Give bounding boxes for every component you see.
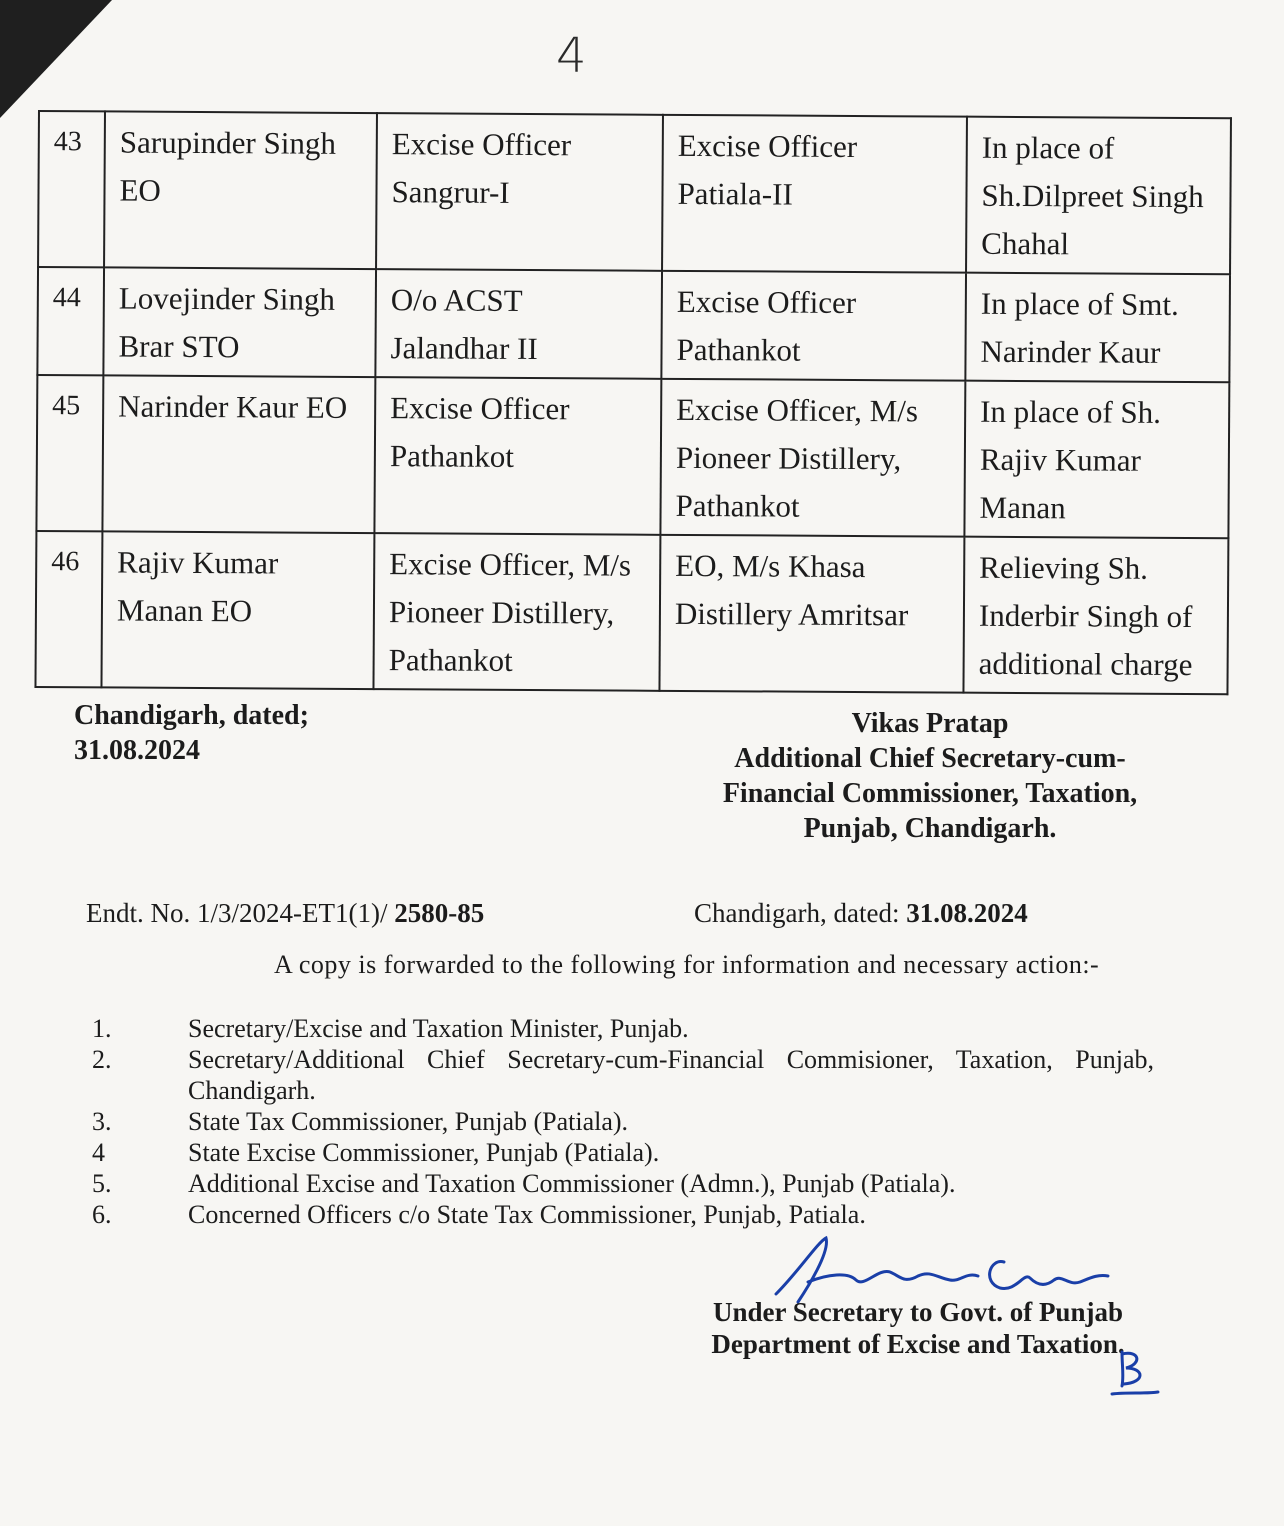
officer-name: Sarupinder Singh EO <box>104 111 377 269</box>
list-item <box>92 1168 1154 1199</box>
order-place-label: Chandigarh, dated; <box>74 700 309 731</box>
serial-number: 45 <box>36 375 103 531</box>
signatory-block <box>650 706 1210 846</box>
list-number: 4 <box>92 1138 105 1167</box>
endorser-title-line: Department of Excise and Taxation. <box>711 1329 1125 1359</box>
forwarding-note: A copy is forwarded to the following for information and necessary action:- <box>274 950 1100 979</box>
present-posting: O/o ACST Jalandhar II <box>375 269 662 379</box>
order-place-date <box>74 698 309 768</box>
list-item <box>92 1106 1154 1137</box>
present-posting: Excise Officer Sangrur-I <box>376 113 663 271</box>
endorsement-date <box>694 898 1028 929</box>
new-posting: Excise Officer Patiala-II <box>662 115 967 273</box>
endorsement-number <box>86 898 484 929</box>
table-row <box>35 531 1228 694</box>
present-posting: Excise Officer Pathankot <box>374 377 661 535</box>
serial-number: 43 <box>38 111 105 267</box>
list-number: 2. <box>92 1045 112 1074</box>
present-posting: Excise Officer, M/s Pioneer Distillery, Pathankot <box>373 533 660 691</box>
officer-name: Lovejinder Singh Brar STO <box>103 267 376 377</box>
table-row <box>37 267 1230 382</box>
list-item <box>92 1199 1154 1230</box>
list-text: Additional Excise and Taxation Commissioner (Admn.), Punjab (Patiala). <box>188 1169 956 1198</box>
remarks: In place of Smt. Narinder Kaur <box>965 273 1230 383</box>
new-posting: EO, M/s Khasa Distillery Amritsar <box>659 535 964 693</box>
list-text: Secretary/Additional Chief Secretary-cum-Financial Commisioner, Taxation, Punjab, Chandigarh. <box>188 1045 1154 1105</box>
list-item <box>92 1137 1154 1168</box>
list-item <box>92 1044 1154 1106</box>
new-posting: Excise Officer Pathankot <box>661 271 966 381</box>
scan-corner-shadow <box>0 0 112 118</box>
endorser-title-line: Under Secretary to Govt. of Punjab <box>713 1297 1123 1327</box>
remarks: Relieving Sh. Inderbir Singh of additional charge <box>963 537 1228 695</box>
list-text: Secretary/Excise and Taxation Minister, Punjab. <box>188 1014 689 1043</box>
endorsement-range: 2580-85 <box>394 898 485 928</box>
list-text: Concerned Officers c/o State Tax Commissioner, Punjab, Patiala. <box>188 1200 866 1229</box>
list-item <box>92 1013 1154 1044</box>
remarks: In place of Sh. Rajiv Kumar Manan <box>964 381 1229 539</box>
list-number: 1. <box>92 1014 112 1043</box>
signatory-title-line: Financial Commissioner, Taxation, <box>722 778 1138 809</box>
handwritten-initial <box>1108 1346 1164 1402</box>
signatory-title-line: Additional Chief Secretary-cum- <box>734 743 1126 774</box>
endorsement-prefix: Endt. No. 1/3/2024-ET1(1)/ <box>86 898 395 928</box>
transfer-table <box>34 110 1230 695</box>
list-number: 3. <box>92 1107 112 1136</box>
new-posting: Excise Officer, M/s Pioneer Distillery, Pathankot <box>660 379 965 537</box>
list-text: State Tax Commissioner, Punjab (Patiala). <box>188 1107 629 1136</box>
list-text: State Excise Commissioner, Punjab (Patiala). <box>188 1138 660 1167</box>
order-date: 31.08.2024 <box>74 735 200 766</box>
endorsement-date-value: 31.08.2024 <box>906 898 1028 928</box>
page-number: 4 <box>556 28 587 84</box>
table-row <box>38 111 1231 274</box>
signatory-name: Vikas Pratap <box>851 708 1009 739</box>
remarks: In place of Sh.Dilpreet Singh Chahal <box>966 117 1231 275</box>
list-number: 6. <box>92 1200 112 1229</box>
endorsement-date-prefix: Chandigarh, dated: <box>694 898 907 928</box>
recipient-list <box>92 1013 1154 1230</box>
serial-number: 46 <box>35 531 102 687</box>
officer-name: Narinder Kaur EO <box>102 375 375 533</box>
signatory-title-line: Punjab, Chandigarh. <box>803 813 1057 844</box>
endorser-block <box>668 1296 1168 1360</box>
serial-number: 44 <box>37 267 104 375</box>
officer-name: Rajiv Kumar Manan EO <box>101 531 374 689</box>
table-row <box>36 375 1229 538</box>
list-number: 5. <box>92 1169 112 1198</box>
